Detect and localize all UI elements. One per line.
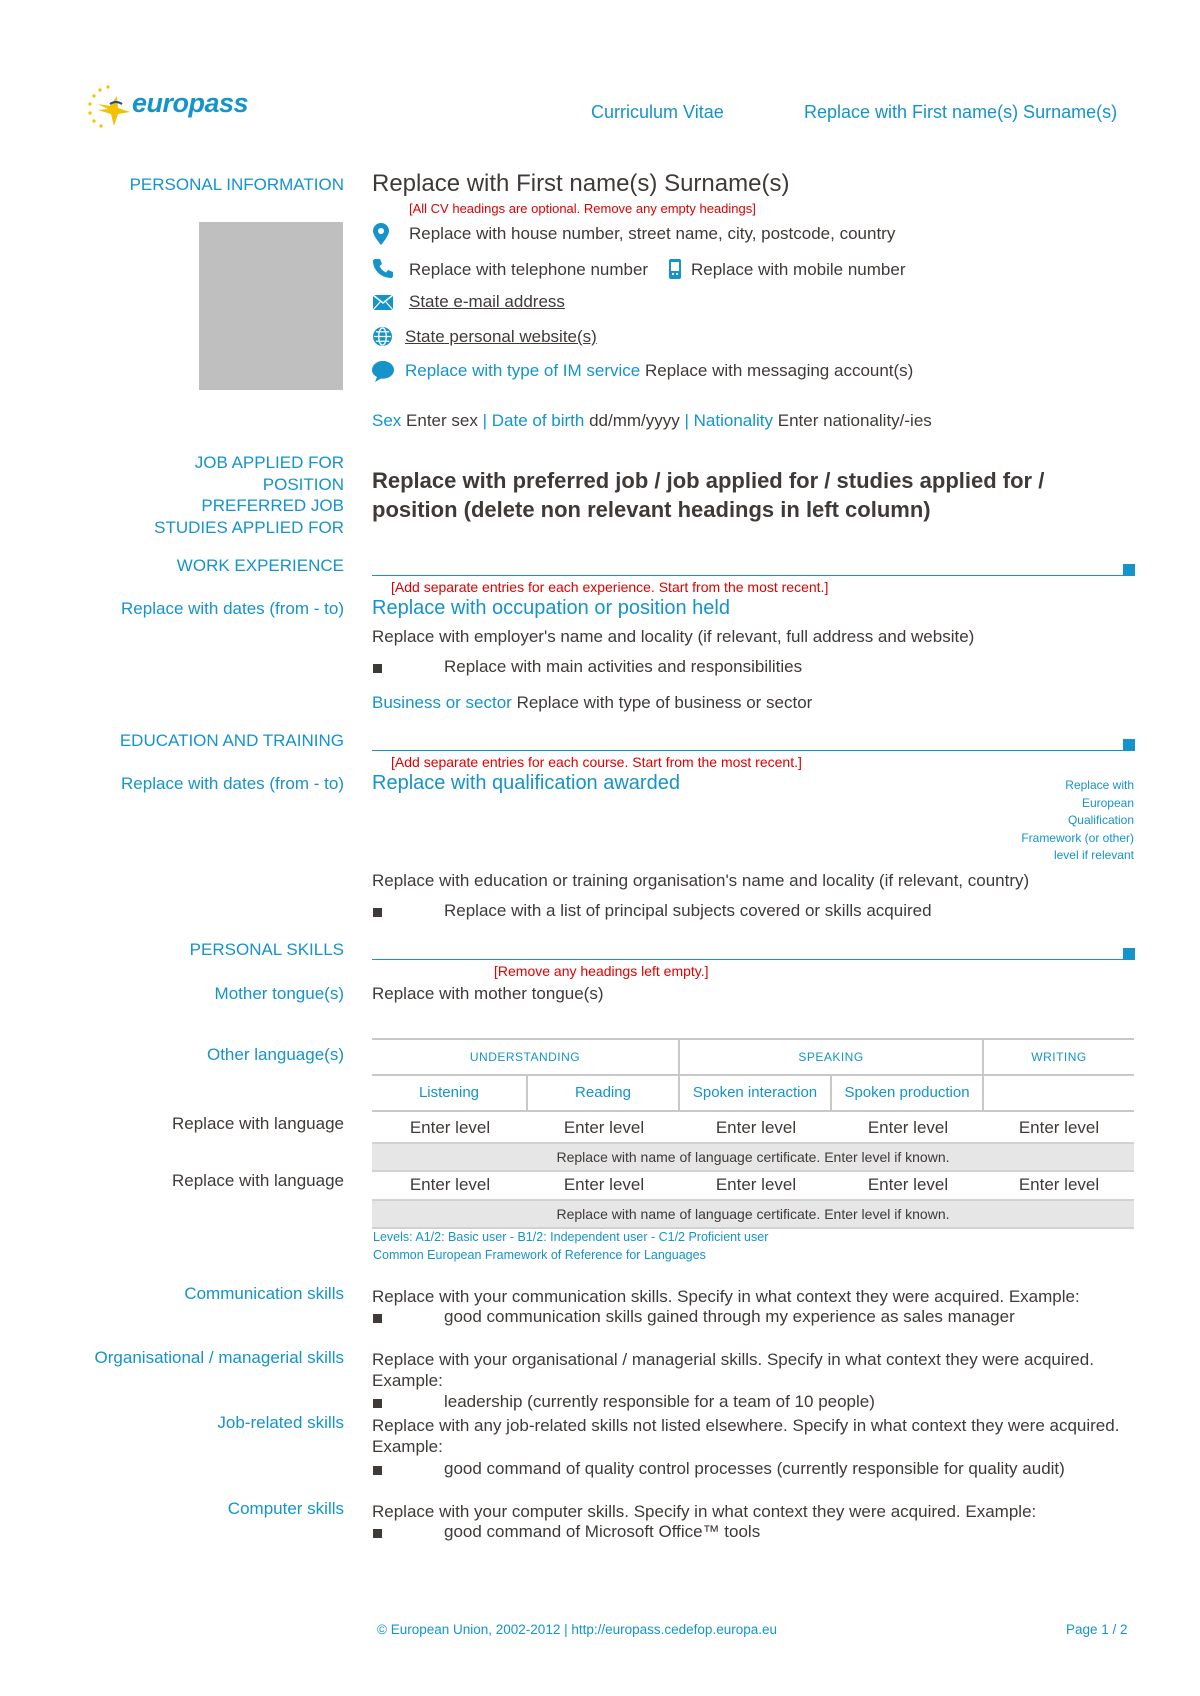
work-occupation: Replace with occupation or position held xyxy=(372,597,730,619)
mother-tongue-value: Replace with mother tongue(s) xyxy=(372,984,604,1003)
communication-skills-label: Communication skills xyxy=(184,1284,344,1303)
nationality-label: Nationality xyxy=(693,411,774,430)
education-training-label: EDUCATION AND TRAINING xyxy=(119,731,344,750)
work-sector-line xyxy=(372,693,812,713)
section-divider-square xyxy=(1123,564,1135,576)
sector-label: Business or sector xyxy=(372,693,512,712)
level-cell: Enter level xyxy=(563,1175,645,1194)
header-name: Replace with First name(s) Surname(s) xyxy=(804,102,1118,122)
language-table xyxy=(372,1038,1134,1223)
separator: | xyxy=(684,411,689,430)
levels-legend: Levels: A1/2: Basic user - B1/2: Independent user - C1/2 Proficient user xyxy=(373,1230,769,1244)
subhead-spoken-interaction: Spoken interaction xyxy=(680,1076,832,1110)
education-subjects: Replace with a list of principal subjects covered or skills acquired xyxy=(444,901,932,920)
education-note: [Add separate entries for each course. Start from the most recent.] xyxy=(391,754,802,770)
subhead-spoken-production: Spoken production xyxy=(832,1076,984,1110)
position-label: POSITION xyxy=(262,475,344,494)
organisational-skills-bullet: leadership (currently responsible for a team of 10 people) xyxy=(444,1392,875,1411)
personal-skills-label: PERSONAL SKILLS xyxy=(189,940,344,959)
work-activities: Replace with main activities and responsibilities xyxy=(444,657,803,676)
dob-value: dd/mm/yyyy xyxy=(589,411,680,430)
table-row xyxy=(372,1114,1134,1142)
job-related-skills-bullet: good command of quality control processes (currently responsible for quality audit) xyxy=(444,1459,1065,1478)
communication-skills-bullet: good communication skills gained through my experience as sales manager xyxy=(444,1307,1015,1326)
subhead-listening: Listening xyxy=(372,1076,528,1110)
section-divider xyxy=(372,750,1134,751)
mobile-phone-icon xyxy=(669,259,681,279)
mother-tongue-label: Mother tongue(s) xyxy=(214,984,344,1003)
email-link-text[interactable]: State e-mail address xyxy=(409,292,565,311)
studies-applied-for-label: STUDIES APPLIED FOR xyxy=(154,518,344,537)
email-envelope-icon xyxy=(373,295,393,310)
bullet-marker xyxy=(373,1314,382,1323)
im-type: Replace with type of IM service xyxy=(405,361,641,380)
footer-page-number: Page 1 / 2 xyxy=(1066,1622,1128,1637)
subhead-reading: Reading xyxy=(528,1076,680,1110)
work-dates: Replace with dates (from - to) xyxy=(121,599,344,618)
bullet-marker xyxy=(373,1529,382,1538)
section-divider xyxy=(372,959,1134,960)
bullet-marker xyxy=(373,908,382,917)
photo-placeholder xyxy=(199,222,343,390)
eqf-line: Replace with xyxy=(1065,778,1134,792)
europass-logo-text: europass xyxy=(132,88,249,118)
computer-skills-bullet: good command of Microsoft Office™ tools xyxy=(444,1522,761,1541)
language-name: Replace with language xyxy=(171,1114,344,1133)
organisational-skills-text: Replace with your organisational / managerial skills. Specify in what context they were acquired. xyxy=(372,1350,1094,1369)
separator: | xyxy=(482,411,487,430)
telephone-icon xyxy=(373,258,393,278)
certificate-text: Replace with name of language certificate. Enter level if known. xyxy=(556,1149,950,1165)
website-link[interactable] xyxy=(405,327,597,347)
table-subheader xyxy=(372,1076,1134,1112)
work-employer: Replace with employer's name and locality (if relevant, full address and website) xyxy=(372,627,975,646)
certificate-row xyxy=(372,1142,1134,1172)
personal-details-line xyxy=(372,411,932,431)
skills-note: [Remove any headings left empty.] xyxy=(494,963,709,979)
sex-label: Sex xyxy=(372,411,402,430)
communication-skills-text: Replace with your communication skills. Specify in what context they were acquired. Example: xyxy=(372,1287,1080,1306)
europass-logo xyxy=(84,82,254,130)
bullet-marker xyxy=(373,1466,382,1475)
im-account: Replace with messaging account(s) xyxy=(645,361,914,380)
job-applied-for-label: JOB APPLIED FOR xyxy=(194,453,344,472)
level-cell: Enter level xyxy=(867,1175,949,1194)
telephone-text: Replace with telephone number xyxy=(409,260,649,279)
im-line xyxy=(405,361,913,381)
education-organisation: Replace with education or training organisation's name and locality (if relevant, country) xyxy=(372,871,1030,890)
work-note: [Add separate entries for each experience. Start from the most recent.] xyxy=(391,579,829,595)
group-writing: WRITING xyxy=(1031,1050,1087,1064)
full-name: Replace with First name(s) Surname(s) xyxy=(372,170,790,197)
job-related-skills-label: Job-related skills xyxy=(217,1413,344,1432)
group-speaking: SPEAKING xyxy=(680,1040,984,1074)
job-title-line-1: Replace with preferred job / job applied for / studies applied for / xyxy=(372,468,1045,493)
level-cell: Enter level xyxy=(715,1118,797,1137)
level-cell: Enter level xyxy=(563,1118,645,1137)
dob-label: Date of birth xyxy=(491,411,585,430)
level-cell: Enter level xyxy=(715,1175,797,1194)
subhead-writing xyxy=(984,1076,1134,1110)
section-divider xyxy=(372,575,1134,576)
certificate-row xyxy=(372,1199,1134,1229)
certificate-text: Replace with name of language certificate. Enter level if known. xyxy=(556,1206,950,1222)
level-cell: Enter level xyxy=(409,1175,491,1194)
mobile-text: Replace with mobile number xyxy=(691,260,906,279)
location-pin-icon xyxy=(373,223,389,245)
education-qualification: Replace with qualification awarded xyxy=(372,772,680,794)
address-text: Replace with house number, street name, city, postcode, country xyxy=(409,224,896,243)
organisational-skills-label: Organisational / managerial skills xyxy=(94,1348,344,1367)
eqf-level xyxy=(1021,777,1134,865)
table-group-header xyxy=(372,1040,1134,1076)
footer-copyright: © European Union, 2002-2012 | http://europass.cedefop.europa.eu xyxy=(377,1622,777,1637)
level-cell: Enter level xyxy=(409,1118,491,1137)
level-cell: Enter level xyxy=(867,1118,949,1137)
group-understanding: UNDERSTANDING xyxy=(372,1040,680,1074)
computer-skills-label: Computer skills xyxy=(227,1499,344,1518)
nationality-value: Enter nationality/-ies xyxy=(777,411,932,430)
website-link-text[interactable]: State personal website(s) xyxy=(405,327,597,346)
preferred-job-label: PREFERRED JOB xyxy=(201,496,344,515)
job-title-line-2: position (delete non relevant headings in left column) xyxy=(372,497,931,522)
table-row xyxy=(372,1171,1134,1199)
sex-value: Enter sex xyxy=(406,411,478,430)
language-name: Replace with language xyxy=(171,1171,344,1190)
eqf-line: Framework (or other) xyxy=(1021,830,1134,845)
other-languages-label: Other language(s) xyxy=(206,1045,344,1064)
website-globe-icon xyxy=(373,327,392,346)
eqf-line: Qualification xyxy=(1067,813,1134,827)
bullet-marker xyxy=(373,1399,382,1408)
optional-headings-note: [All CV headings are optional. Remove any empty headings] xyxy=(409,201,756,216)
level-cell: Enter level xyxy=(1018,1175,1100,1194)
bullet-marker xyxy=(373,664,382,673)
doc-title: Curriculum Vitae xyxy=(591,102,724,122)
eqf-line: level if relevant xyxy=(1053,848,1134,862)
job-related-skills-example: Example: xyxy=(372,1437,443,1456)
eqf-line: European xyxy=(1081,795,1134,810)
personal-information-label: PERSONAL INFORMATION xyxy=(129,175,344,194)
education-dates: Replace with dates (from - to) xyxy=(121,774,344,793)
cefr-legend: Common European Framework of Reference for Languages xyxy=(373,1248,706,1262)
work-experience-label: WORK EXPERIENCE xyxy=(176,556,344,575)
level-cell: Enter level xyxy=(1018,1118,1100,1137)
im-chat-bubble-icon xyxy=(372,360,394,382)
job-related-skills-text: Replace with any job-related skills not listed elsewhere. Specify in what context they were acquired. xyxy=(372,1416,1120,1435)
section-divider-square xyxy=(1123,739,1135,751)
sector-value: Replace with type of business or sector xyxy=(516,693,813,712)
email-link[interactable] xyxy=(409,292,565,312)
computer-skills-text: Replace with your computer skills. Specify in what context they were acquired. Example: xyxy=(372,1502,1037,1521)
organisational-skills-example: Example: xyxy=(372,1371,443,1390)
section-divider-square xyxy=(1123,948,1135,960)
